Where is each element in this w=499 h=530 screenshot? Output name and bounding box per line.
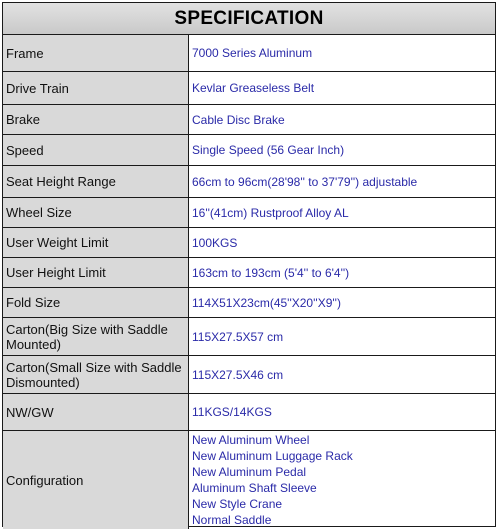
spec-label: NW/GW — [3, 394, 189, 430]
spec-row-carton-small — [3, 356, 495, 394]
spec-row-carton-big — [3, 318, 495, 356]
specification-table — [2, 2, 496, 527]
spec-label: User Height Limit — [3, 258, 189, 287]
spec-value: 16''(41cm) Rustproof Alloy AL — [192, 205, 349, 220]
spec-value: 66cm to 96cm(28'98'' to 37'79'') adjustable — [192, 174, 418, 189]
spec-value: 100KGS — [192, 235, 238, 250]
configuration-item: New Aluminum Wheel — [192, 433, 310, 447]
configuration-item: Aluminum Shaft Sleeve — [192, 481, 317, 495]
spec-label: Brake — [3, 105, 189, 134]
spec-value: 115X27.5X46 cm — [192, 367, 284, 382]
spec-label: Frame — [3, 35, 189, 71]
spec-row-speed — [3, 135, 495, 166]
spec-row-user-weight — [3, 228, 495, 258]
spec-row-brake — [3, 105, 495, 135]
configuration-item: New Aluminum Luggage Rack — [192, 449, 353, 463]
spec-row-fold-size — [3, 288, 495, 318]
spec-row-configuration — [3, 431, 495, 529]
spec-row-frame — [3, 35, 495, 72]
spec-value: Cable Disc Brake — [192, 112, 285, 127]
spec-label: Carton(Big Size with Saddle Mounted) — [3, 318, 189, 355]
configuration-list — [189, 431, 495, 529]
spec-label: Drive Train — [3, 72, 189, 104]
configuration-item: Normal Saddle — [192, 513, 272, 527]
spec-label: Fold Size — [3, 288, 189, 317]
spec-value: 114X51X23cm(45''X20''X9'') — [192, 295, 341, 310]
configuration-item: New Style Crane — [192, 497, 283, 511]
table-title: SPECIFICATION — [3, 3, 495, 35]
spec-value: 115X27.5X57 cm — [192, 329, 284, 344]
spec-label: Configuration — [3, 431, 189, 529]
spec-label: Seat Height Range — [3, 166, 189, 197]
spec-row-user-height — [3, 258, 495, 288]
spec-row-drive-train — [3, 72, 495, 105]
spec-value: 7000 Series Aluminum — [192, 46, 313, 60]
spec-value: Single Speed (56 Gear Inch) — [192, 143, 345, 157]
spec-label: Carton(Small Size with Saddle Dismounted) — [3, 356, 189, 393]
spec-row-seat-height — [3, 166, 495, 198]
spec-label: Speed — [3, 135, 189, 165]
spec-value: Kevlar Greaseless Belt — [192, 81, 315, 95]
spec-value: 163cm to 193cm (5'4'' to 6'4'') — [192, 265, 350, 280]
spec-label: Wheel Size — [3, 198, 189, 227]
configuration-item: New Aluminum Pedal — [192, 465, 307, 479]
spec-row-wheel-size — [3, 198, 495, 228]
spec-value: 11KGS/14KGS — [192, 405, 272, 419]
spec-label: User Weight Limit — [3, 228, 189, 257]
spec-row-nw-gw — [3, 394, 495, 431]
